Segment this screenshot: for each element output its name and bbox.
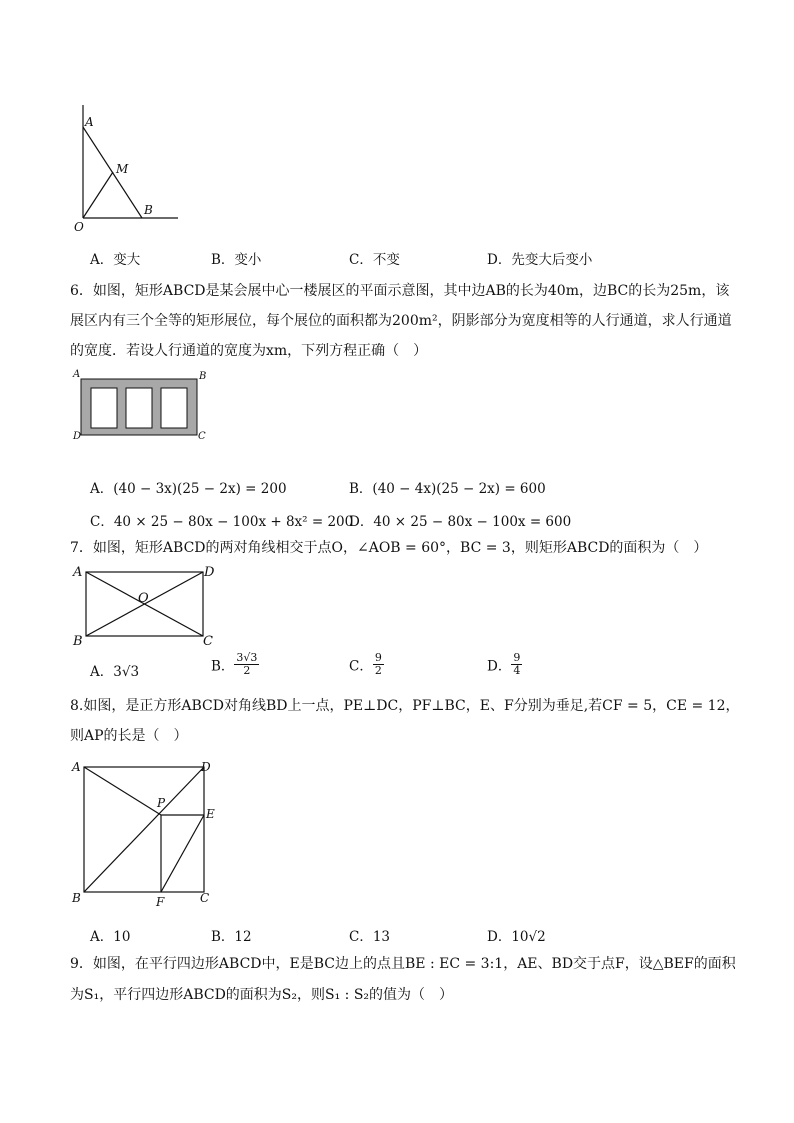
- q7-option-b-numerator: 3√3: [236, 651, 258, 664]
- q8-label-e: E: [206, 807, 215, 821]
- q5-option-b-letter: B．: [211, 252, 235, 268]
- q7-option-d-letter: D．: [487, 658, 512, 675]
- q5-label-b: B: [144, 203, 153, 217]
- q5-option-c[interactable]: [349, 248, 400, 268]
- q8-option-d-text: 10√2: [511, 929, 546, 945]
- q7-label-d: D: [204, 565, 215, 580]
- q5-option-a-text: 变大: [113, 252, 141, 268]
- q6-option-b[interactable]: [349, 477, 546, 497]
- q5-option-b[interactable]: [211, 248, 261, 268]
- q8-option-a-letter: A．: [90, 929, 114, 945]
- q7-option-d-numerator: 9: [513, 651, 521, 664]
- q8-option-c-letter: C．: [349, 929, 373, 945]
- q8-option-b-letter: B．: [211, 929, 235, 945]
- q5-option-d-letter: D．: [487, 252, 512, 268]
- q7-option-c-numerator: 9: [374, 651, 382, 664]
- q8-label-a: A: [72, 760, 81, 774]
- q6-booth-2: [126, 388, 152, 428]
- q8-option-b[interactable]: [211, 925, 252, 945]
- q6-line-3: 的宽度．若设人行通道的宽度为xm，下列方程正确（ ）: [70, 343, 428, 359]
- q8-option-c[interactable]: [349, 925, 390, 945]
- q5-option-c-letter: C．: [349, 252, 373, 268]
- q6-option-a-text: (40 − 3x)(25 − 2x) = 200: [113, 481, 287, 497]
- q6-label-b: B: [199, 371, 207, 382]
- q5-option-c-text: 不变: [372, 252, 400, 268]
- q6-label-a: A: [73, 369, 81, 380]
- q8-segment-ef: [161, 815, 204, 892]
- q8-option-a[interactable]: [90, 925, 130, 945]
- q9-line-1: 9．如图，在平行四边形ABCD中，E是BC边上的点且BE : EC = 3:1，AE、BD交于点F，设△BEF的面积: [70, 956, 736, 972]
- q5-option-b-text: 变小: [234, 252, 262, 268]
- q7-option-c[interactable]: [349, 652, 384, 677]
- q7-line: 7．如图，矩形ABCD的两对角线相交于点O，∠AOB = 60°，BC = 3，则矩形ABCD的面积为（ ）: [70, 540, 708, 556]
- q6-label-d: D: [73, 431, 82, 442]
- q7-figure: [70, 562, 220, 648]
- q8-label-p: P: [157, 796, 166, 810]
- q5-label-o: O: [74, 220, 84, 234]
- q7-option-c-denominator: 2: [374, 664, 382, 677]
- q5-option-d-text: 先变大后变小: [511, 252, 593, 268]
- q6-option-a-letter: A．: [90, 481, 114, 497]
- q5-option-a-letter: A．: [90, 252, 114, 268]
- q6-option-b-text: (40 − 4x)(25 − 2x) = 600: [372, 481, 546, 497]
- q7-option-c-letter: C．: [349, 658, 373, 675]
- q8-label-c: C: [200, 891, 210, 905]
- q6-option-d[interactable]: [349, 510, 571, 530]
- q8-option-b-text: 12: [234, 929, 252, 945]
- q7-option-a-letter: A．: [90, 664, 114, 680]
- q8-figure: [70, 757, 230, 909]
- q6-line-1: 6．如图，矩形ABCD是某会展中心一楼展区的平面示意图，其中边AB的长为40m，边BC的长为25m，该: [70, 283, 730, 299]
- q6-booth-1: [91, 388, 117, 428]
- q8-label-f: F: [156, 895, 165, 909]
- q6-option-d-letter: D．: [349, 514, 374, 530]
- q6-option-c-text: 40 × 25 − 80x − 100x + 8x² = 200: [113, 514, 354, 530]
- q8-diagonal-bd: [84, 767, 204, 892]
- q8-option-d[interactable]: [487, 925, 546, 945]
- q6-line-2: 展区内有三个全等的矩形展位，每个展位的面积都为200m²，阴影部分为宽度相等的人行通道，求人行通道: [70, 313, 732, 329]
- q6-option-b-letter: B．: [349, 481, 373, 497]
- q7-label-b: B: [73, 634, 83, 649]
- q5-option-d[interactable]: [487, 248, 592, 268]
- q7-option-d-fraction: [511, 652, 522, 677]
- q8-segment-ap: [84, 767, 161, 815]
- q5-figure: [70, 100, 190, 235]
- q8-label-b: B: [72, 891, 81, 905]
- q9-line-2: 为S₁，平行四边形ABCD的面积为S₂，则S₁ : S₂的值为（ ）: [70, 987, 454, 1003]
- q5-label-m: M: [116, 162, 129, 176]
- q7-option-d[interactable]: [487, 652, 522, 677]
- q8-option-c-text: 13: [372, 929, 391, 945]
- q6-booth-3: [161, 388, 187, 428]
- q6-figure: [70, 366, 220, 446]
- q8-line-1: 8.如图，是正方形ABCD对角线BD上一点，PE⊥DC，PF⊥BC，E、F分别为垂足,若CF = 5，CE = 12，: [70, 698, 740, 714]
- q7-option-b[interactable]: [211, 652, 259, 677]
- q7-label-c: C: [203, 634, 213, 649]
- q7-option-b-fraction: [234, 652, 259, 677]
- q7-label-a: A: [73, 565, 83, 580]
- q5-option-a[interactable]: [90, 248, 140, 268]
- q8-line-2: 则AP的长是（ ）: [70, 728, 188, 744]
- q7-option-b-letter: B．: [211, 658, 235, 675]
- q8-option-d-letter: D．: [487, 929, 512, 945]
- q7-option-d-denominator: 4: [513, 664, 521, 677]
- q6-option-d-text: 40 × 25 − 80x − 100x = 600: [373, 514, 572, 530]
- q8-option-a-text: 10: [113, 929, 131, 945]
- q7-option-a[interactable]: [90, 660, 139, 680]
- q8-label-d: D: [201, 760, 211, 774]
- q7-option-a-text: 3√3: [113, 664, 140, 680]
- q6-option-a[interactable]: [90, 477, 287, 497]
- q6-option-c-letter: C．: [90, 514, 114, 530]
- q6-label-c: C: [198, 431, 206, 442]
- q7-label-o: O: [138, 591, 149, 606]
- q7-option-c-fraction: [373, 652, 384, 677]
- q5-segment-om: [83, 172, 113, 218]
- q5-label-a: A: [85, 115, 94, 129]
- q7-option-b-denominator: 2: [243, 664, 251, 677]
- q6-option-c[interactable]: [90, 510, 353, 530]
